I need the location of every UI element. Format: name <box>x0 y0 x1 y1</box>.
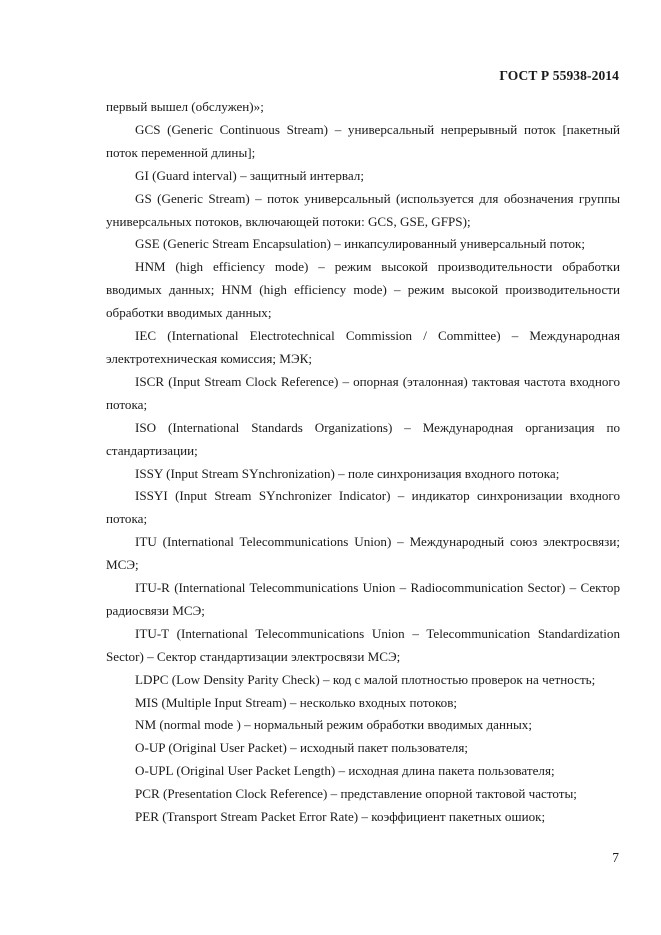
definition-ldpc: LDPC (Low Density Parity Check) – код с малой плотностью проверок на четность; <box>135 671 596 687</box>
definition-mis: MIS (Multiple Input Stream) – несколько входных потоков; <box>135 694 458 710</box>
definition-pcr: PCR (Presentation Clock Reference) – представление опорной тактовой частоты; <box>135 786 577 802</box>
definition-gi: GI (Guard interval) – защитный интервал; <box>135 167 364 183</box>
definition-iscr: ISCR (Input Stream Clock Reference) – опорная (эталонная) тактовая частота входного потока; <box>106 373 620 412</box>
definition-o-up: O-UP (Original User Packet) – исходный пакет пользователя; <box>135 740 468 756</box>
definition-issyi: ISSYI (Input Stream SYnchronizer Indicator) – индикатор синхронизации входного потока; <box>106 488 620 527</box>
definition-itu: ITU (International Telecommunications Union) – Международный союз электросвязи; МСЭ; <box>106 534 620 573</box>
document-header: ГОСТ Р 55938-2014 <box>499 68 619 83</box>
definition-issy: ISSY (Input Stream SYnchronization) – поле синхронизация входного потока; <box>135 465 560 481</box>
definition-itu-t: ITU-T (International Telecommunications Union – Telecommunication Standardization Sector) – Сектор стандартизации электросвязи МСЭ; <box>106 625 620 664</box>
document-body <box>106 96 620 829</box>
definition-gse: GSE (Generic Stream Encapsulation) – инкапсулированный универсальный поток; <box>135 236 586 252</box>
definition-nm: NM (normal mode ) – нормальный режим обработки вводимых данных; <box>135 717 532 733</box>
definition-iso: ISO (International Standards Organizations) – Международная организация по стандартизации; <box>106 419 620 458</box>
definition-iec: IEC (International Electrotechnical Commission / Committee) – Международная электротехническая комиссия; МЭК; <box>106 328 620 366</box>
definition-per: PER (Transport Stream Packet Error Rate) – коэффициент пакетных ошиок; <box>135 809 546 825</box>
definition-hnm: HNM (high efficiency mode) – режим высокой производительности обработки вводимых данных; HNM (high efficiency mode) – режим высокой производительности обработки вводимых данных; <box>106 259 620 321</box>
definition-itu-r: ITU-R (International Telecommunications Union – Radiocommunication Sector) – Сектор радиосвязи МСЭ; <box>106 580 620 618</box>
paragraph-continuation: первый вышел (обслужен)»; <box>106 99 264 114</box>
definition-gs: GS (Generic Stream) – поток универсальный (используется для обозначения группы универсальных потоков, включающей потоки: GCS, GSE, GFPS); <box>106 190 620 229</box>
page-number: 7 <box>612 850 619 865</box>
definition-o-upl: O-UPL (Original User Packet Length) – исходная длина пакета пользователя; <box>135 763 555 779</box>
definition-gcs: GCS (Generic Continuous Stream) – универсальный непрерывный поток [пакетный поток переменной длины]; <box>106 121 620 160</box>
